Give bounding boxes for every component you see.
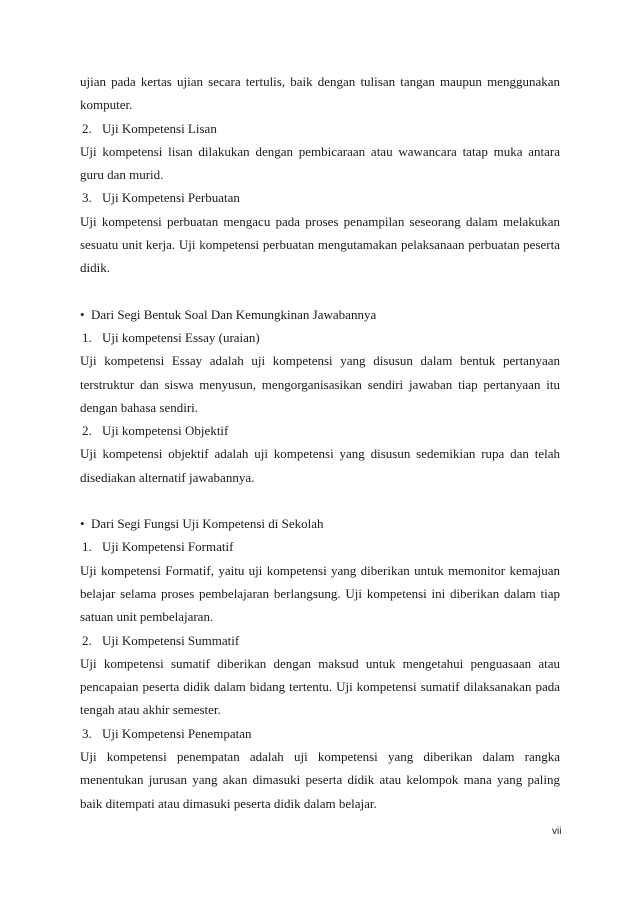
body-paragraph: Uji kompetensi Formatif, yaitu uji kompetensi yang diberikan untuk memonitor kemajuan belajar selama proses pembelajaran berlangsung. Uji kompetensi ini diberikan dalam tiap satuan unit pembelajaran. — [80, 562, 560, 625]
list-number: 1. — [82, 539, 92, 555]
body-paragraph: Uji kompetensi objektif adalah uji kompetensi yang disusun sedemikian rupa dan telah disediakan alternatif jawabannya. — [80, 446, 560, 485]
numbered-heading — [80, 117, 560, 140]
list-number: 2. — [82, 632, 92, 648]
bullet-icon: • — [80, 306, 85, 322]
list-number: 2. — [82, 423, 92, 439]
list-number: 3. — [82, 725, 92, 741]
heading-text: Uji Kompetensi Perbuatan — [102, 190, 240, 206]
heading-text: Uji kompetensi Objektif — [102, 423, 229, 439]
numbered-heading — [80, 722, 560, 745]
heading-text: Dari Segi Fungsi Uji Kompetensi di Sekolah — [91, 516, 324, 532]
heading-text: Uji Kompetensi Lisan — [102, 120, 217, 136]
paragraph-spacer — [80, 280, 560, 303]
body-paragraph: Uji kompetensi penempatan adalah uji kompetensi yang diberikan dalam rangka menentukan jurusan yang akan dimasuki peserta didik atau kelompok mana yang paling baik ditempati atau dimasuki peserta didik dalam belajar. — [80, 749, 560, 811]
heading-text: Uji kompetensi Essay (uraian) — [102, 329, 260, 345]
body-paragraph: ujian pada kertas ujian secara tertulis, baik dengan tulisan tangan maupun menggunakan komputer. — [80, 74, 560, 113]
numbered-heading — [80, 419, 560, 442]
bullet-heading — [80, 512, 560, 535]
page-content — [80, 70, 560, 815]
list-number: 3. — [82, 190, 92, 206]
body-paragraph: Uji kompetensi lisan dilakukan dengan pembicaraan atau wawancara tatap muka antara guru dan murid. — [80, 143, 560, 183]
heading-text: Uji Kompetensi Formatif — [102, 539, 234, 555]
list-number: 2. — [82, 120, 92, 136]
heading-text: Uji Kompetensi Penempatan — [102, 725, 252, 741]
numbered-heading — [80, 535, 560, 558]
body-paragraph: Uji kompetensi perbuatan mengacu pada proses penampilan seseorang dalam melakukan sesuatu unit kerja. Uji kompetensi perbuatan mengutamakan pelaksanaan perbuatan peserta didik. — [80, 213, 560, 276]
body-paragraph: Uji kompetensi Essay adalah uji kompetensi yang disusun dalam bentuk pertanyaan terstruktur dan siswa menyusun, mengorganisasikan sendiri jawaban tiap pertanyaan itu dengan bahasa sendiri. — [80, 353, 560, 415]
numbered-heading — [80, 326, 560, 349]
bullet-icon: • — [80, 516, 85, 532]
page-number: vii — [552, 826, 562, 837]
paragraph-spacer — [80, 489, 560, 512]
bullet-heading — [80, 303, 560, 326]
list-number: 1. — [82, 329, 92, 345]
heading-text: Dari Segi Bentuk Soal Dan Kemungkinan Jawabannya — [91, 306, 377, 322]
body-paragraph: Uji kompetensi sumatif diberikan dengan maksud untuk mengetahui penguasaan atau pencapaian peserta didik dalam bidang tertentu. Uji kompetensi sumatif dilaksanakan pada tengah atau akhir semester. — [80, 655, 560, 718]
heading-text: Uji Kompetensi Summatif — [102, 632, 240, 648]
numbered-heading — [80, 186, 560, 209]
numbered-heading — [80, 629, 560, 652]
